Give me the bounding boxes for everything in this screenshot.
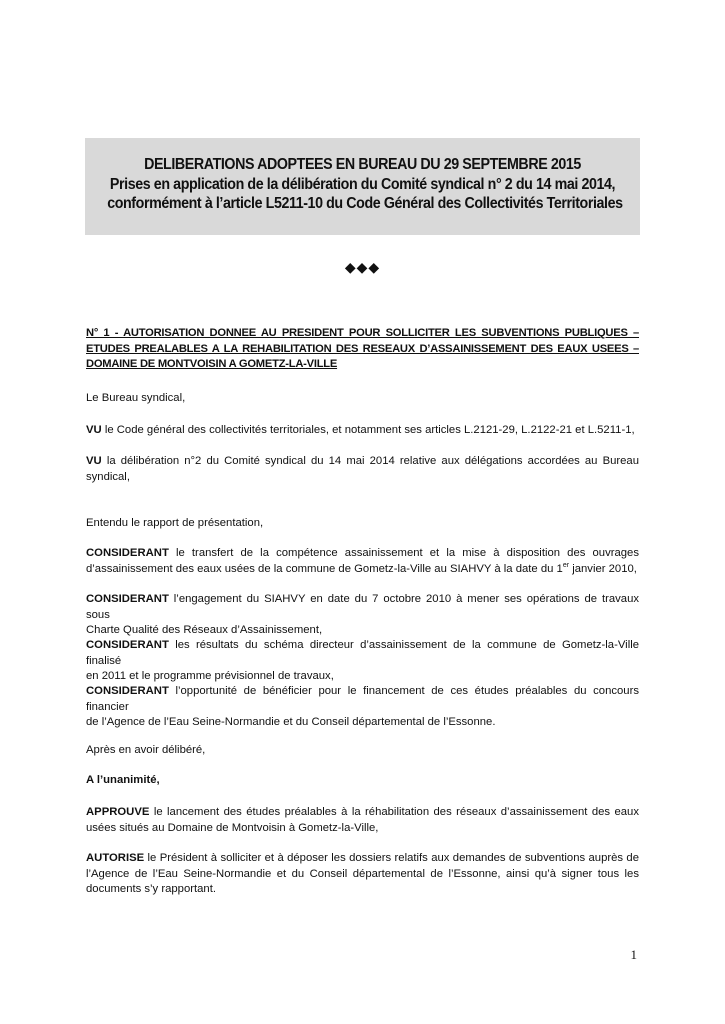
considerant-text: janvier 2010, [569,562,637,575]
autorise-keyword: AUTORISE [86,852,145,864]
header-subtitle-line2: conformément à l’article L5211-10 du Code Général des Collectivités Territoriales [107,195,623,212]
unanimite-paragraph [86,773,639,789]
intro-paragraph [86,391,639,407]
vu-paragraph-2 [86,454,639,485]
vu-text: syndical, [86,470,130,483]
unanimite-text: A l’unanimité, [86,774,160,786]
deliberation-title-line: ETUDES PREALABLES A LA REHABILITATION DES RESEAUX D’ASSAINISSEMENT DES EAUX USEES – [86,342,639,355]
autorise-text: l’Agence de l’Eau Seine-Normandie et du Conseil départemental de l’Essonne, ainsi qu’à signer tous les [86,867,639,880]
considerant-text: d’assainissement des eaux usées de la commune de Gometz-la-Ville au SIAHVY à la date du 1 [86,562,563,575]
considerant-keyword: CONSIDERANT [86,593,169,605]
ordinal-superscript: er [562,561,570,569]
document-header [85,138,640,235]
header-title: DELIBERATIONS ADOPTEES EN BUREAU DU 29 SEPTEMBRE 2015 [144,156,581,173]
considerant-text: Charte Qualité des Réseaux d’Assainissement, [86,624,323,637]
autorise-text: documents s’y rapportant. [86,883,216,896]
considerant-keyword: CONSIDERANT [86,639,169,651]
approuve-paragraph [86,805,639,836]
considerant-paragraph-1 [86,546,639,577]
deliberation-title-line: DOMAINE DE MONTVOISIN A GOMETZ-LA-VILLE [86,358,338,371]
header-subtitle-line1: Prises en application de la délibération du Comité syndical n° 2 du 14 mai 2014, [109,175,616,193]
delibere-paragraph [86,743,639,759]
vu-keyword: VU [86,424,102,436]
considerant-keyword: CONSIDERANT [86,685,169,697]
vu-keyword: VU [86,455,102,467]
considerant-text: de l’Agence de l’Eau Seine-Normandie et du Conseil départemental de l’Essonne. [86,716,496,729]
intro-text: Le Bureau syndical, [86,392,186,404]
deliberation-title [86,326,639,373]
considerant-paragraph-4 [86,684,639,731]
considerant-text: l’opportunité de bénéficier pour le financement de ces études préalables du concours financier [86,685,639,713]
vu-text: le Code général des collectivités territoriales, et notamment ses articles L.2121-29, L.2122-21 et L.5211-1, [101,424,635,436]
considerant-text: en 2011 et le programme prévisionnel de travaux, [86,670,334,683]
considerant-text: l’engagement du SIAHVY en date du 7 octobre 2010 à mener ses opérations de travaux sous [86,593,639,621]
considerant-text: le transfert de la compétence assainissement et la mise à disposition des ouvrages [168,547,639,559]
considerant-keyword: CONSIDERANT [86,547,169,559]
delibere-text: Après en avoir délibéré, [86,744,206,756]
vu-paragraph-1 [86,423,639,439]
rapport-paragraph [86,516,639,532]
page-number: 1 [630,947,637,962]
considerant-paragraph-2 [86,592,639,639]
considerant-paragraph-3 [86,638,639,685]
approuve-keyword: APPROUVE [86,806,150,818]
autorise-text: le Président à solliciter et à déposer les dossiers relatifs aux demandes de subventions auprès de [144,852,639,864]
approuve-text: le lancement des études préalables à la réhabilitation des réseaux d’assainissement des eaux [149,806,639,818]
deliberation-title-line: N° 1 - AUTORISATION DONNEE AU PRESIDENT POUR SOLLICITER LES SUBVENTIONS PUBLIQUES – [86,327,639,339]
rapport-text: Entendu le rapport de présentation, [86,517,264,529]
diamond-separator-icon: ◆◆◆ [344,259,381,275]
considerant-text: les résultats du schéma directeur d’assainissement de la commune de Gometz-la-Ville finalisé [86,639,639,667]
vu-text: la délibération n°2 du Comité syndical du 14 mai 2014 relative aux délégations accordées au Bureau [101,455,639,467]
approuve-text: usées situés au Domaine de Montvoisin à Gometz-la-Ville, [86,821,379,834]
autorise-paragraph [86,851,639,898]
